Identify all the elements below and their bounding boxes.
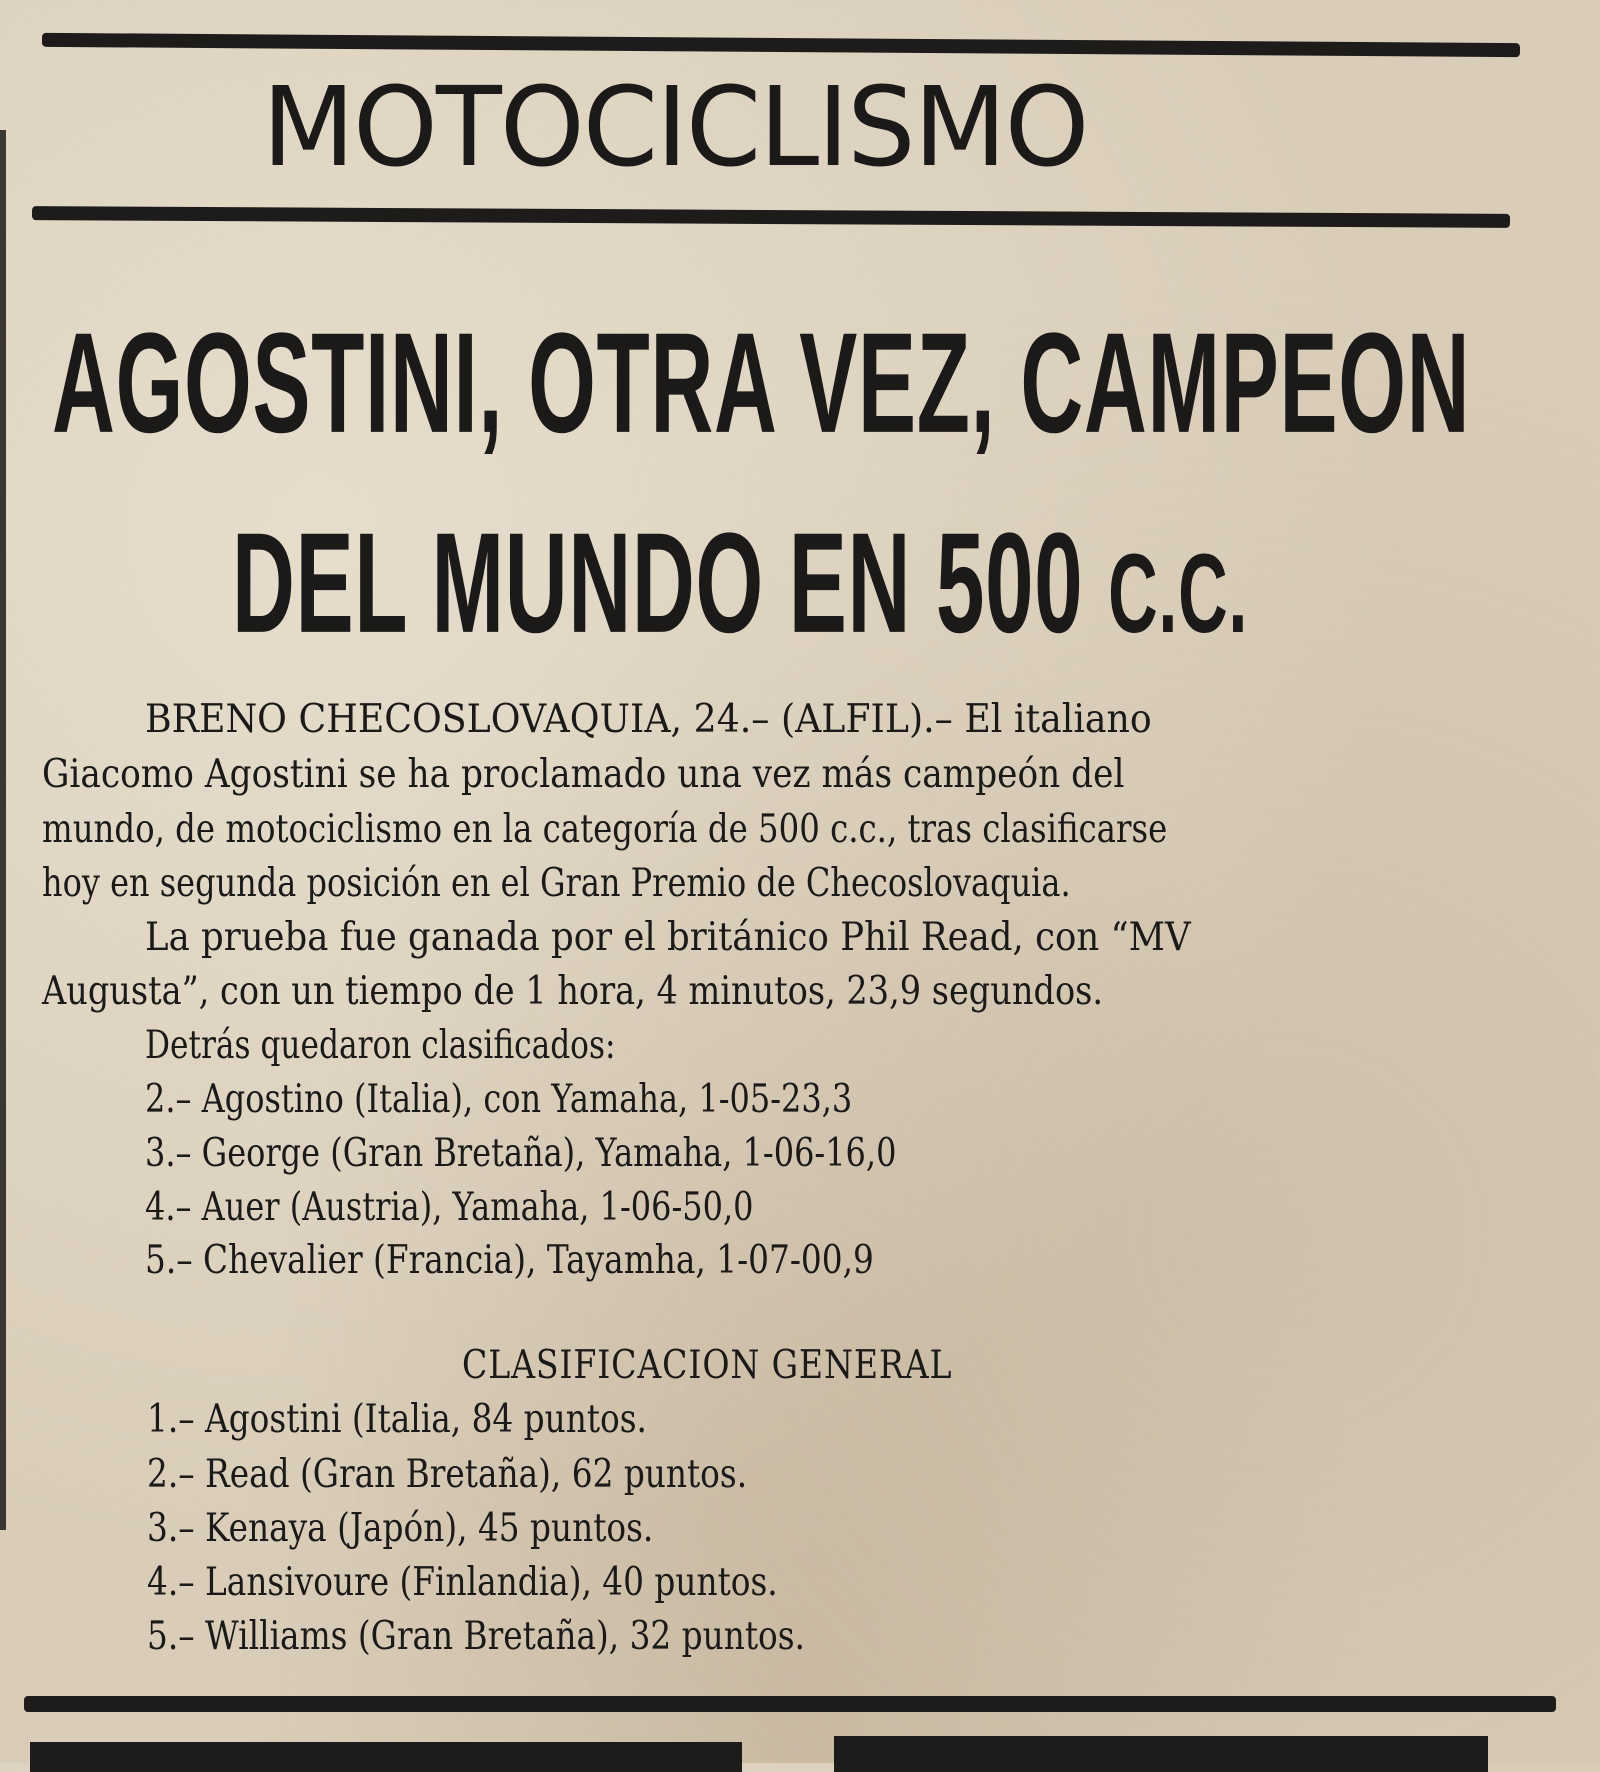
bottom-rule	[24, 1696, 1556, 1712]
next-article-bar-right	[834, 1736, 1488, 1772]
headline-line-2	[232, 503, 1249, 663]
standings-heading: CLASIFICACION GENERAL	[462, 1343, 953, 1388]
paragraph-line: La prueba fue ganada por el británico Phil Read, con “MV	[145, 915, 1191, 960]
standings-row: 5.– Williams (Gran Bretaña), 32 puntos.	[147, 1614, 805, 1659]
headline-main: DEL MUNDO EN 500	[232, 503, 1084, 663]
standings-row: 4.– Lansivoure (Finlandia), 40 puntos.	[147, 1560, 778, 1605]
section-title: MOTOCICLISMO	[262, 63, 1088, 191]
race-result: 5.– Chevalier (Francia), Tayamha, 1-07-00,9	[145, 1238, 874, 1283]
page-edge-shadow	[0, 130, 6, 1530]
race-result: 2.– Agostino (Italia), con Yamaha, 1-05-23,3	[145, 1077, 853, 1122]
next-article-bar-left	[30, 1742, 742, 1772]
race-result: 3.– George (Gran Bretaña), Yamaha, 1-06-16,0	[145, 1131, 897, 1176]
race-result: 4.– Auer (Austria), Yamaha, 1-06-50,0	[145, 1185, 754, 1230]
paragraph-line: mundo, de motociclismo en la categoría de 500 c.c., tras clasificarse	[42, 807, 1168, 852]
standings-row: 1.– Agostini (Italia, 84 puntos.	[147, 1397, 647, 1442]
paragraph-line: Detrás quedaron clasificados:	[145, 1023, 616, 1068]
paragraph-line: BRENO CHECOSLOVAQUIA, 24.– (ALFIL).– El italiano	[145, 697, 1152, 742]
headline-unit: C.C.	[1108, 531, 1249, 657]
standings-row: 3.– Kenaya (Japón), 45 puntos.	[147, 1506, 654, 1551]
paragraph-line: hoy en segunda posición en el Gran Premio de Checoslovaquia.	[42, 861, 1071, 906]
section-rule	[32, 206, 1510, 228]
paragraph-line: Giacomo Agostini se ha proclamado una vez más campeón del	[42, 752, 1125, 797]
paragraph-line: Augusta”, con un tiempo de 1 hora, 4 minutos, 23,9 segundos.	[42, 969, 1104, 1014]
top-rule	[42, 33, 1520, 57]
headline-line-1: AGOSTINI, OTRA VEZ, CAMPEON	[52, 303, 1471, 463]
standings-row: 2.– Read (Gran Bretaña), 62 puntos.	[147, 1452, 748, 1497]
